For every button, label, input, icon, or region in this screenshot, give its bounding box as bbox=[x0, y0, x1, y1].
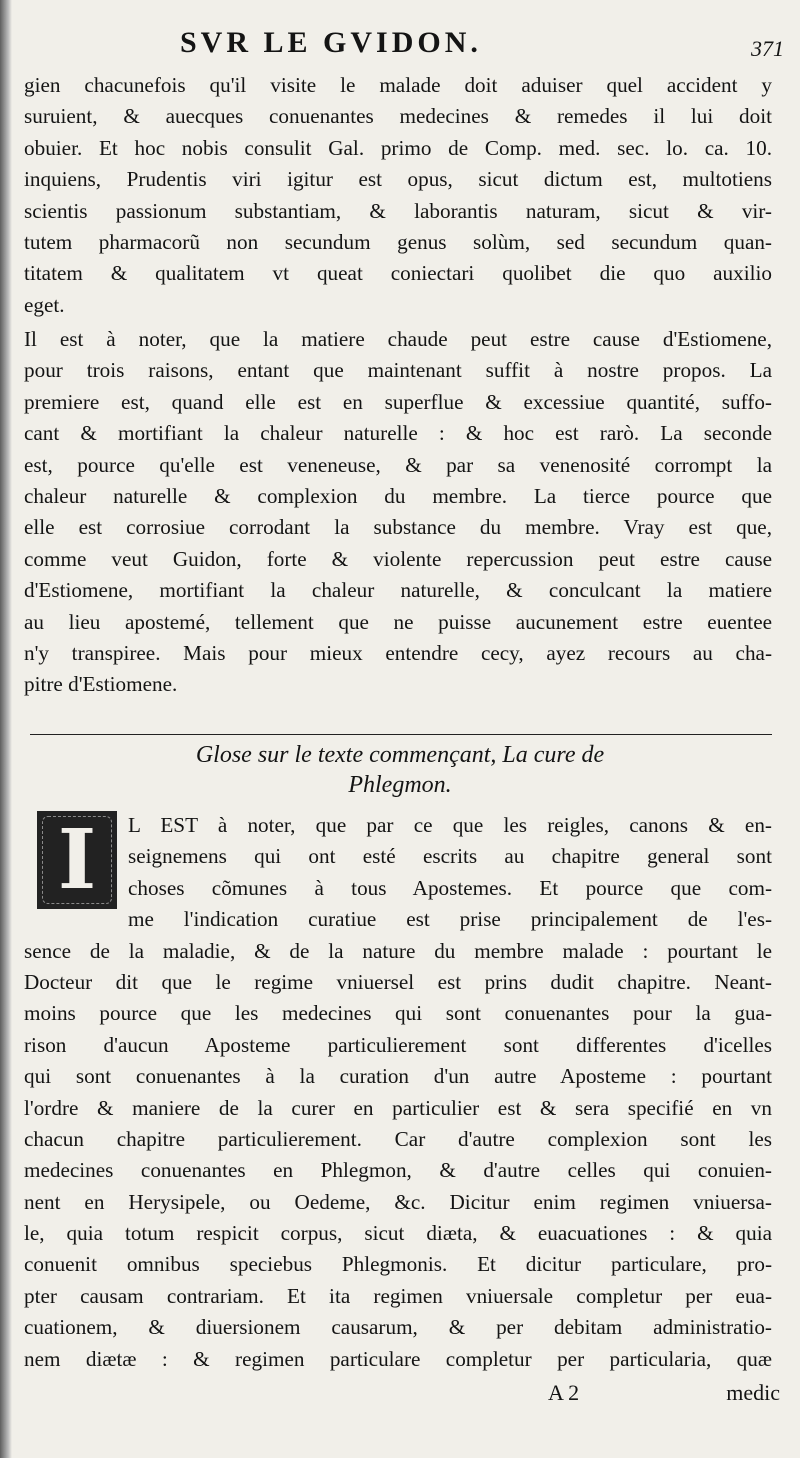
paragraph-2 bbox=[24, 324, 772, 701]
text-line: le, quia totum respicit corpus, sicut diæta, & euacuationes : & quia bbox=[24, 1221, 772, 1246]
text-line: qui sont conuenantes à la curation d'un autre Aposteme : pourtant bbox=[24, 1064, 772, 1089]
text-line: L EST à noter, que par ce que les reigles, canons & en- bbox=[128, 813, 772, 837]
section-heading-line: Glose sur le texte commençant, La cure de bbox=[195, 742, 605, 768]
section-heading bbox=[0, 740, 800, 800]
text-line: l'ordre & maniere de la curer en particulier est & sera specifié en vn bbox=[24, 1095, 772, 1120]
section-heading-line: Phlegmon. bbox=[348, 772, 452, 798]
text-line: elle est corrosiue corrodant la substance du membre. Vray est que, bbox=[24, 515, 772, 540]
text-line: pter causam contrariam. Et ita regimen vniuersale completur per eua- bbox=[24, 1283, 772, 1308]
text-line: sence de la maladie, & de la nature du membre malade : pourtant le bbox=[24, 938, 772, 963]
text-line: d'Estiomene, mortifiant la chaleur naturelle, & conculcant la matiere bbox=[24, 578, 772, 603]
text-line: moins pource que les medecines qui sont conuenantes pour la gua- bbox=[24, 1001, 772, 1026]
text-line: pour trois raisons, entant que maintenant suffit à nostre propos. La bbox=[24, 358, 772, 383]
text-line: eget. bbox=[24, 292, 65, 317]
text-line: seignemens qui ont esté escrits au chapitre general sont bbox=[128, 844, 772, 869]
text-line: conuenit omnibus speciebus Phlegmonis. Et dicitur particulare, pro- bbox=[24, 1252, 772, 1277]
text-line: Il est à noter, que la matiere chaude peut estre cause d'Estiomene, bbox=[24, 327, 772, 351]
text-line: inquiens, Prudentis viri igitur est opus, sicut dictum est, multotiens bbox=[24, 167, 772, 192]
binding-gutter-shadow bbox=[0, 0, 12, 1458]
text-line: premiere est, quand elle est en superflue & excessiue quantité, suffo- bbox=[24, 389, 772, 414]
text-line: suruient, & auecques conuenantes medecines & remedes il lui doit bbox=[24, 104, 772, 129]
text-line: medecines conuenantes en Phlegmon, & d'autre celles qui conuien- bbox=[24, 1158, 772, 1183]
text-line: chacun chapitre particulierement. Car d'autre complexion sont les bbox=[24, 1126, 772, 1151]
text-line: scientis passionum substantiam, & laborantis naturam, sicut & vir- bbox=[24, 198, 772, 223]
text-line: cuationem, & diuersionem causarum, & per debitam administratio- bbox=[24, 1315, 772, 1340]
catchword: medic bbox=[726, 1380, 780, 1405]
text-line: rison d'aucun Aposteme particulierement sont differentes d'icelles bbox=[24, 1032, 772, 1057]
page-footer bbox=[0, 1380, 800, 1412]
section-rule bbox=[30, 734, 772, 735]
text-line: titatem & qualitatem vt queat coniectari quolibet die quo auxilio bbox=[24, 261, 772, 286]
text-line: obuier. Et hoc nobis consulit Gal. primo de Comp. med. sec. lo. ca. 10. bbox=[24, 135, 772, 160]
text-line: nent en Herysipele, ou Oedeme, &c. Dicitur enim regimen vniuersa- bbox=[24, 1189, 772, 1214]
text-line: chaleur naturelle & complexion du membre. La tierce pource que bbox=[24, 483, 772, 508]
text-line: n'y transpiree. Mais pour mieux entendre cecy, ayez recours au cha- bbox=[24, 640, 772, 665]
text-line: au lieu apostemé, tellement que ne puisse aucunement estre euentee bbox=[24, 609, 772, 634]
page-number: 371 bbox=[751, 36, 784, 61]
page-header bbox=[0, 18, 800, 60]
text-line: me l'indication curatiue est prise principalement de l'es- bbox=[128, 907, 772, 932]
decorated-initial: I bbox=[34, 808, 120, 912]
paragraph-3 bbox=[24, 810, 772, 1375]
text-line: Docteur dit que le regime vniuersel est prins dudit chapitre. Neant- bbox=[24, 969, 772, 994]
running-head: SVR LE GVIDON. bbox=[180, 26, 482, 59]
signature-mark: A 2 bbox=[548, 1380, 580, 1405]
text-line: cant & mortifiant la chaleur naturelle : & hoc est rarò. La seconde bbox=[24, 421, 772, 446]
text-line: nem diætæ : & regimen particulare completur per particularia, quæ bbox=[24, 1346, 772, 1371]
text-line: gien chacunefois qu'il visite le malade doit aduiser quel accident y bbox=[24, 73, 772, 97]
text-line: tutem pharmacorũ non secundum genus solùm, sed secundum quan- bbox=[24, 229, 772, 254]
text-line: comme veut Guidon, forte & violente repercussion peut estre cause bbox=[24, 546, 772, 571]
text-line: pitre d'Estiomene. bbox=[24, 672, 178, 697]
text-line: choses cõmunes à tous Apostemes. Et pource que com- bbox=[128, 875, 772, 900]
paragraph-1 bbox=[24, 70, 772, 321]
text-line: est, pource qu'elle est veneneuse, & par sa venenosité corrompt la bbox=[24, 452, 772, 477]
